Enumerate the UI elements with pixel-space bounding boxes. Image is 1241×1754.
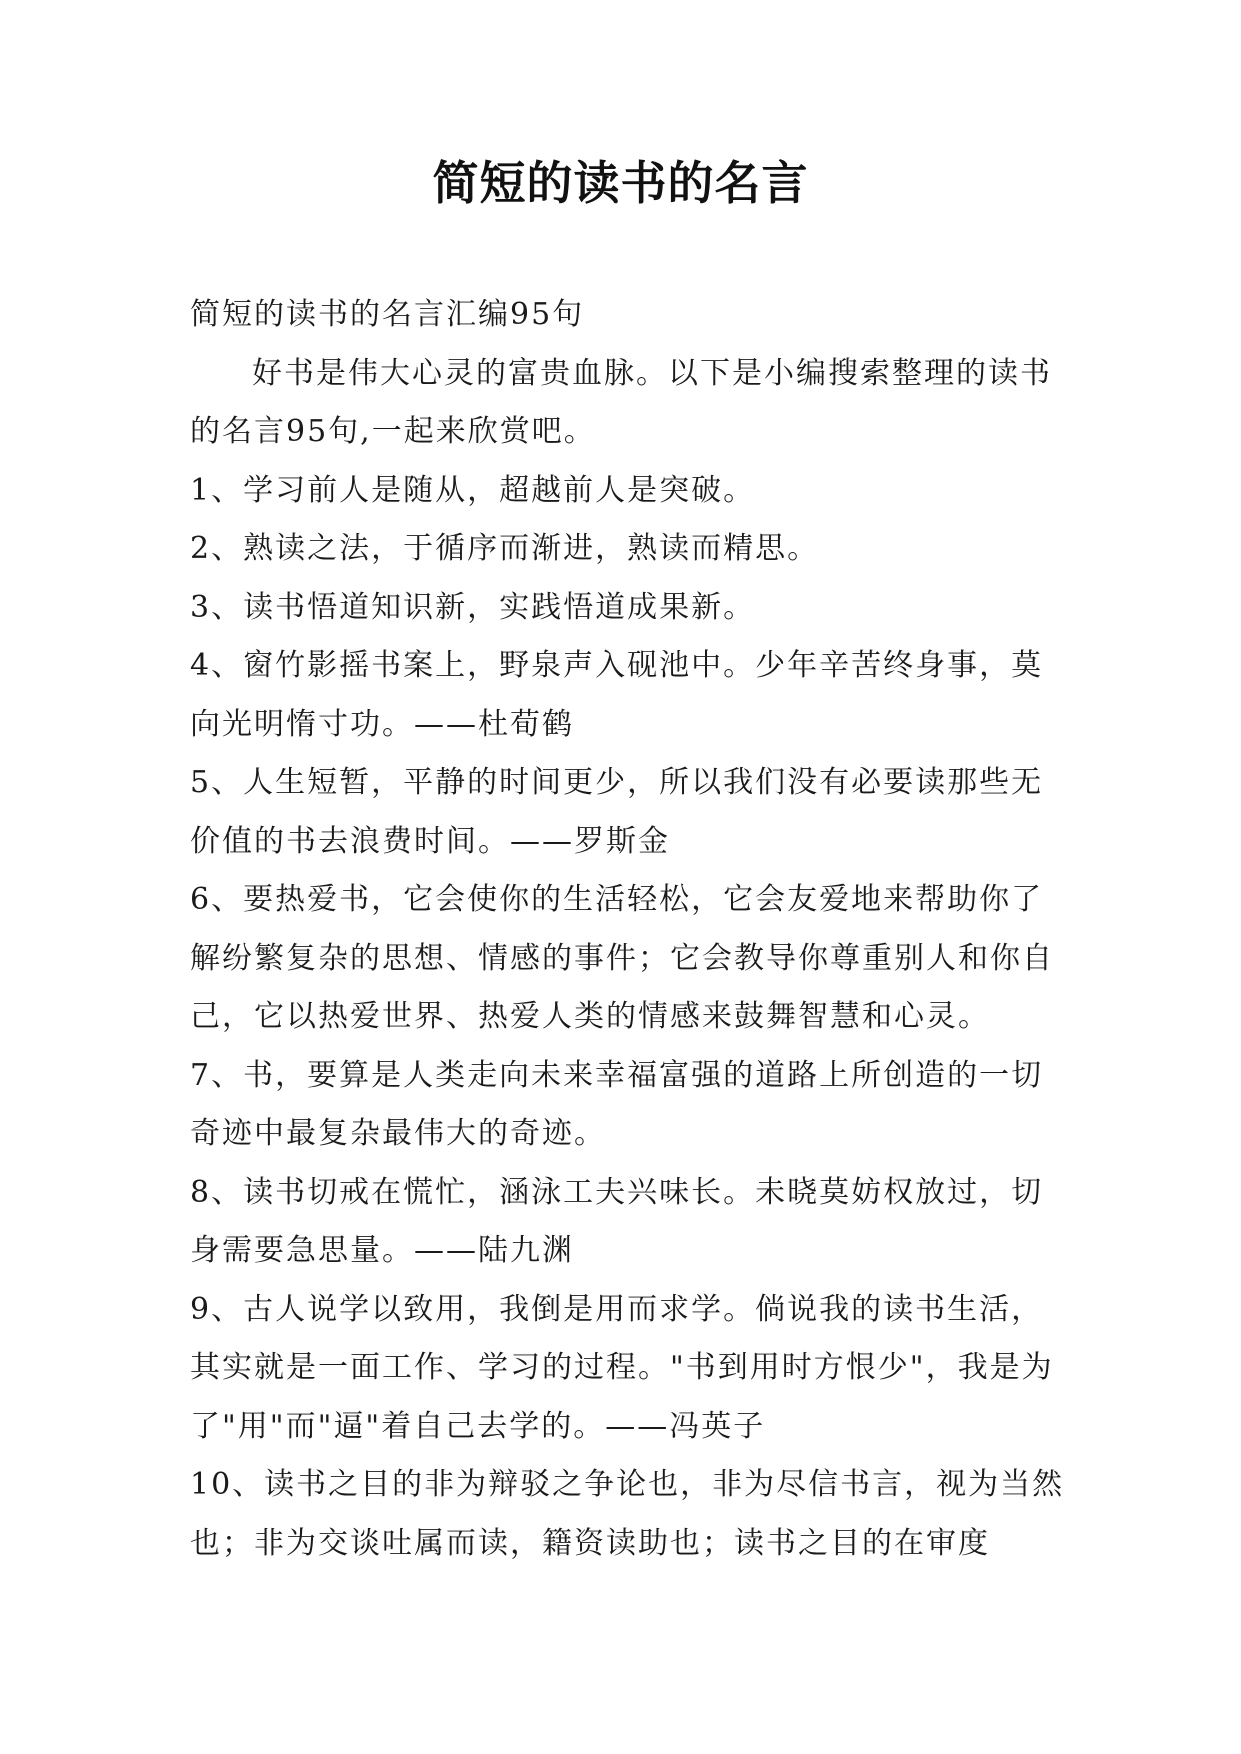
quote-item-3: 3、读书悟道知识新，实践悟道成果新。 (190, 589, 756, 625)
quote-item-10: 10、读书之目的非为辩驳之争论也，非为尽信书言，视为当然也；非为交谈吐属而读，籍资读助也；读书之目的在审度 (190, 1467, 1065, 1561)
document-title: 简短的读书的名言 (432, 156, 809, 210)
intro-paragraph: 好书是伟大心灵的富贵血脉。以下是小编搜索整理的读书的名言95句,一起来欣赏吧。 (190, 355, 1052, 449)
quote-item-8: 8、读书切戒在慌忙，涵泳工夫兴味长。未晓莫妨权放过，切身需要急思量。——陆九渊 (190, 1174, 1044, 1268)
quote-item-5: 5、人生短暂，平静的时间更少，所以我们没有必要读那些无价值的书去浪费时间。——罗斯金 (190, 765, 1044, 859)
quote-item-4: 4、窗竹影摇书案上，野泉声入砚池中。少年辛苦终身事，莫向光明惰寸功。——杜荀鹤 (190, 648, 1044, 742)
quote-item-7: 7、书，要算是人类走向未来幸福富强的道路上所创造的一切奇迹中最复杂最伟大的奇迹。 (190, 1057, 1044, 1151)
quote-item-6: 6、要热爱书，它会使你的生活轻松，它会友爱地来帮助你了解纷繁复杂的思想、情感的事件；它会教导你尊重别人和你自己，它以热爱世界、热爱人类的情感来鼓舞智慧和心灵。 (190, 882, 1054, 1034)
subtitle-line: 简短的读书的名言汇编95句 (190, 297, 585, 332)
quote-item-9: 9、古人说学以致用，我倒是用而求学。倘说我的读书生活，其实就是一面工作、学习的过程。"书到用时方恨少"，我是为了"用"而"逼"着自己去学的。——冯英子 (190, 1291, 1054, 1444)
quote-item-1: 1、学习前人是随从，超越前人是突破。 (190, 472, 756, 508)
document-body (190, 286, 1070, 1573)
quote-item-2: 2、熟读之法，于循序而渐进，熟读而精思。 (190, 531, 820, 566)
